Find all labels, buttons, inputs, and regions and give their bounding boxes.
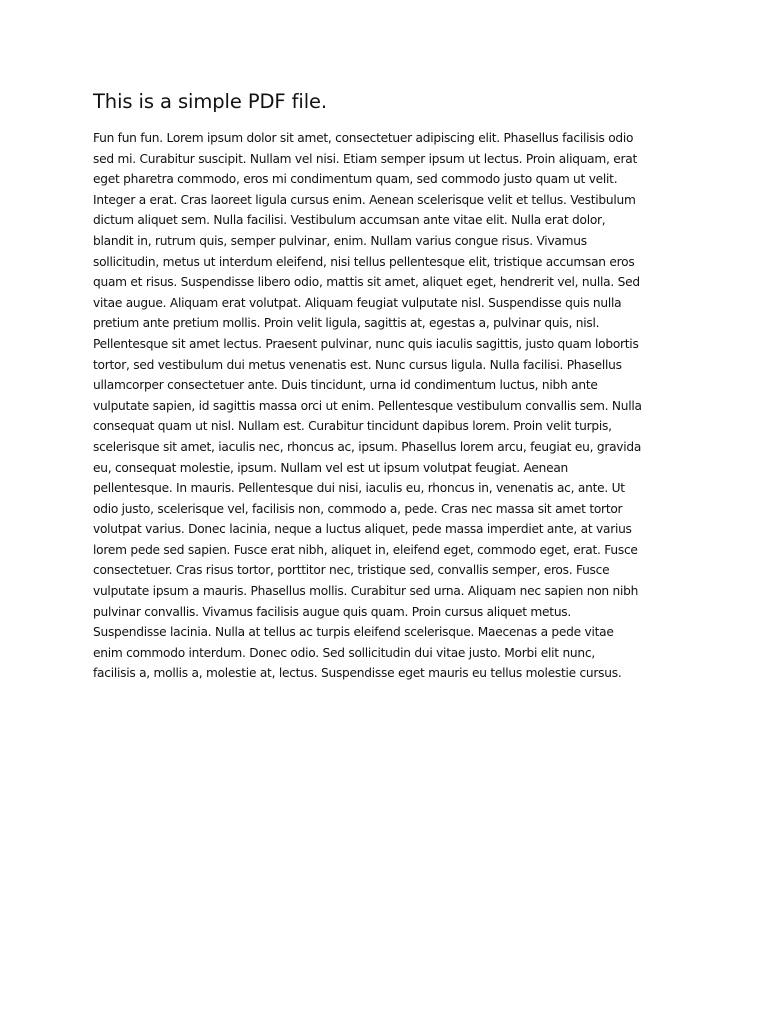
body-line: eu, consequat molestie, ipsum. Nullam vel est ut ipsum volutpat feugiat. Aenean (93, 460, 569, 475)
body-line: scelerisque sit amet, iaculis nec, rhoncus ac, ipsum. Phasellus lorem arcu, feugiat eu, gravida (93, 439, 642, 454)
body-line: facilisis a, mollis a, molestie at, lectus. Suspendisse eget mauris eu tellus molestie cursus. (93, 666, 622, 681)
document-title: This is a simple PDF file. (93, 90, 328, 113)
document-body (93, 128, 683, 684)
body-line: ullamcorper consectetuer ante. Duis tincidunt, urna id condimentum luctus, nibh ante (93, 378, 598, 393)
body-line: pretium ante pretium mollis. Proin velit ligula, sagittis at, egestas a, pulvinar quis, nisl. (93, 316, 600, 331)
body-line: enim commodo interdum. Donec odio. Sed sollicitudin dui vitae justo. Morbi elit nunc, (93, 645, 595, 660)
body-line: Integer a erat. Cras laoreet ligula cursus enim. Aenean scelerisque velit et tellus. Vestibulum (93, 192, 636, 207)
body-line: pulvinar convallis. Vivamus facilisis augue quis quam. Proin cursus aliquet metus. (93, 604, 572, 619)
body-line: pellentesque. In mauris. Pellentesque dui nisi, iaculis eu, rhoncus in, venenatis ac, ante. Ut (93, 481, 625, 496)
body-line: quam et risus. Suspendisse libero odio, mattis sit amet, aliquet eget, hendrerit vel, nulla. Sed (93, 275, 640, 290)
body-line: odio justo, scelerisque vel, facilisis non, commodo a, pede. Cras nec massa sit amet tortor (93, 501, 623, 516)
body-line: consectetuer. Cras risus tortor, porttitor nec, tristique sed, convallis semper, eros. Fusce (93, 563, 610, 578)
body-line: blandit in, rutrum quis, semper pulvinar, enim. Nullam varius congue risus. Vivamus (93, 233, 587, 248)
body-line: vulputate sapien, id sagittis massa orci ut enim. Pellentesque vestibulum convallis sem. Nulla (93, 398, 642, 413)
body-line: volutpat varius. Donec lacinia, neque a luctus aliquet, pede massa imperdiet ante, at varius (93, 522, 632, 537)
body-line: consequat quam ut nisl. Nullam est. Curabitur tincidunt dapibus lorem. Proin velit turpis, (93, 419, 612, 434)
document-content (93, 88, 683, 684)
body-line: tortor, sed vestibulum dui metus venenatis est. Nunc cursus ligula. Nulla facilisi. Phasellus (93, 357, 622, 372)
body-line: lorem pede sed sapien. Fusce erat nibh, aliquet in, eleifend eget, commodo eget, erat. Fusce (93, 542, 638, 557)
body-line: Suspendisse lacinia. Nulla at tellus ac turpis eleifend scelerisque. Maecenas a pede vitae (93, 625, 614, 640)
body-line: vitae augue. Aliquam erat volutpat. Aliquam feugiat vulputate nisl. Suspendisse quis nulla (93, 295, 622, 310)
body-line: eget pharetra commodo, eros mi condimentum quam, sed commodo justo quam ut velit. (93, 172, 618, 187)
body-line: Pellentesque sit amet lectus. Praesent pulvinar, nunc quis iaculis sagittis, justo quam lobortis (93, 336, 639, 351)
body-line: vulputate ipsum a mauris. Phasellus mollis. Curabitur sed urna. Aliquam nec sapien non nibh (93, 584, 639, 599)
body-line: sollicitudin, metus ut interdum eleifend, nisi tellus pellentesque elit, tristique accumsan eros (93, 254, 635, 269)
body-line: sed mi. Curabitur suscipit. Nullam vel nisi. Etiam semper ipsum ut lectus. Proin aliquam, erat (93, 151, 638, 166)
body-line: dictum aliquet sem. Nulla facilisi. Vestibulum accumsan ante vitae elit. Nulla erat dolor, (93, 213, 606, 228)
body-line: Fun fun fun. Lorem ipsum dolor sit amet, consectetuer adipiscing elit. Phasellus facilisis odio (93, 131, 634, 145)
